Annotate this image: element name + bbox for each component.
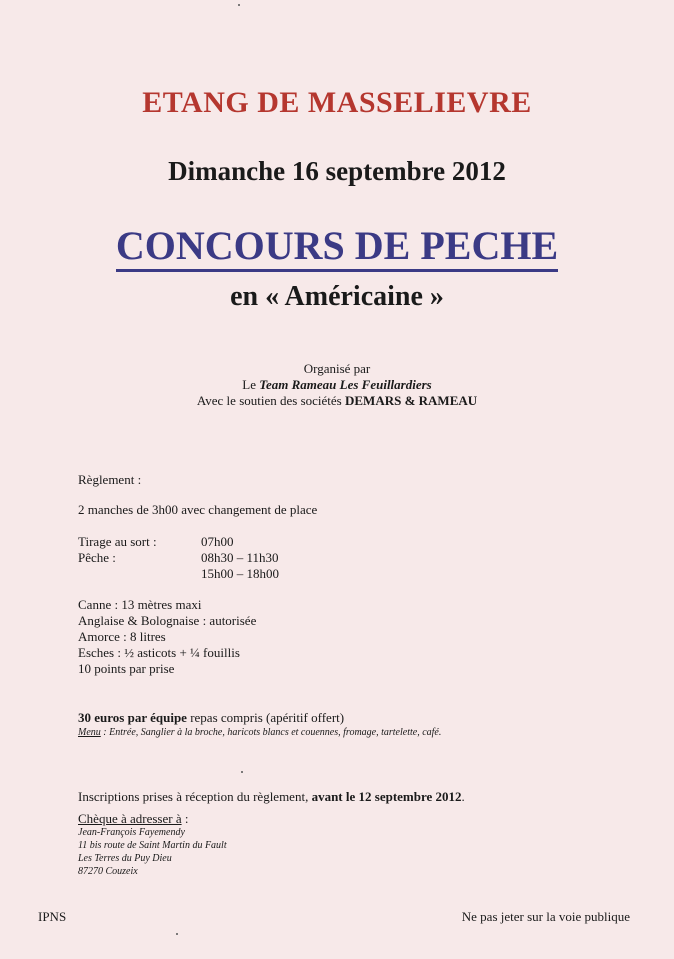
schedule [78,534,279,582]
ipns-mark: IPNS [38,909,67,924]
contest-title-text: CONCOURS DE PECHE [116,223,558,272]
organiser-prefix: Le [242,377,260,392]
registration-deadline: avant le 12 septembre 2012 [311,789,462,804]
scan-speck [176,933,178,935]
rule-item: Amorce : 8 litres [78,629,166,644]
rule-item: Anglaise & Bolognaise : autorisée [78,613,257,628]
schedule-row-draw [78,534,279,550]
scan-speck [241,771,243,773]
price-amount: 30 euros par équipe [78,710,187,725]
price-details: repas compris (apéritif offert) [186,710,345,725]
cheque-colon: : [181,811,189,826]
organiser-team: Team Rameau Les Feuillardiers [259,377,432,392]
menu-text: : Entrée, Sanglier à la broche, haricots blancs et couennes, fromage, tartelette, café. [100,727,442,738]
contest-title [0,222,674,269]
schedule-time: 15h00 – 18h00 [201,566,279,581]
rules-list [78,597,256,677]
schedule-time: 08h30 – 11h30 [201,550,279,565]
schedule-time: 07h00 [201,534,234,549]
organisers-block [0,361,674,409]
scan-speck [238,4,240,6]
rules-manches: 2 manches de 3h00 avec changement de place [78,502,318,517]
address-line: Jean-François Fayemendy [78,827,185,838]
rule-item: 10 points par prise [78,661,175,676]
contest-subtitle: en « Américaine » [230,281,444,312]
registration-text: Inscriptions prises à réception du règlement, [78,789,312,804]
registration-line [78,789,465,805]
organiser-line [0,377,674,393]
address-line: 87270 Couzeix [78,866,138,877]
sponsor-line [0,393,674,409]
sponsor-names: DEMARS & RAMEAU [344,393,478,408]
schedule-row-fishing-2 [78,566,279,582]
menu-line [78,725,441,741]
cheque-label [78,811,188,827]
rule-item: Esches : ½ asticots + ¼ fouillis [78,645,240,660]
cheque-label-text: Chèque à adresser à [78,811,182,826]
address-line: 11 bis route de Saint Martin du Fault [78,840,227,851]
organised-by: Organisé par [303,361,371,376]
cheque-address [78,826,227,878]
venue-title: ETANG DE MASSELIEVRE [142,86,532,119]
rules-label: Règlement : [78,472,142,487]
schedule-label: Tirage au sort : [78,534,157,549]
rule-item: Canne : 13 mètres maxi [78,597,202,612]
address-line: Les Terres du Puy Dieu [78,853,172,864]
sponsor-prefix: Avec le soutien des sociétés [196,393,345,408]
price-line [78,710,344,726]
schedule-row-fishing [78,550,279,566]
menu-label: Menu [78,727,101,738]
schedule-label: Pêche : [78,550,116,565]
registration-end: . [461,789,465,804]
disposal-notice: Ne pas jeter sur la voie publique [461,909,630,924]
event-date: Dimanche 16 septembre 2012 [168,156,506,186]
